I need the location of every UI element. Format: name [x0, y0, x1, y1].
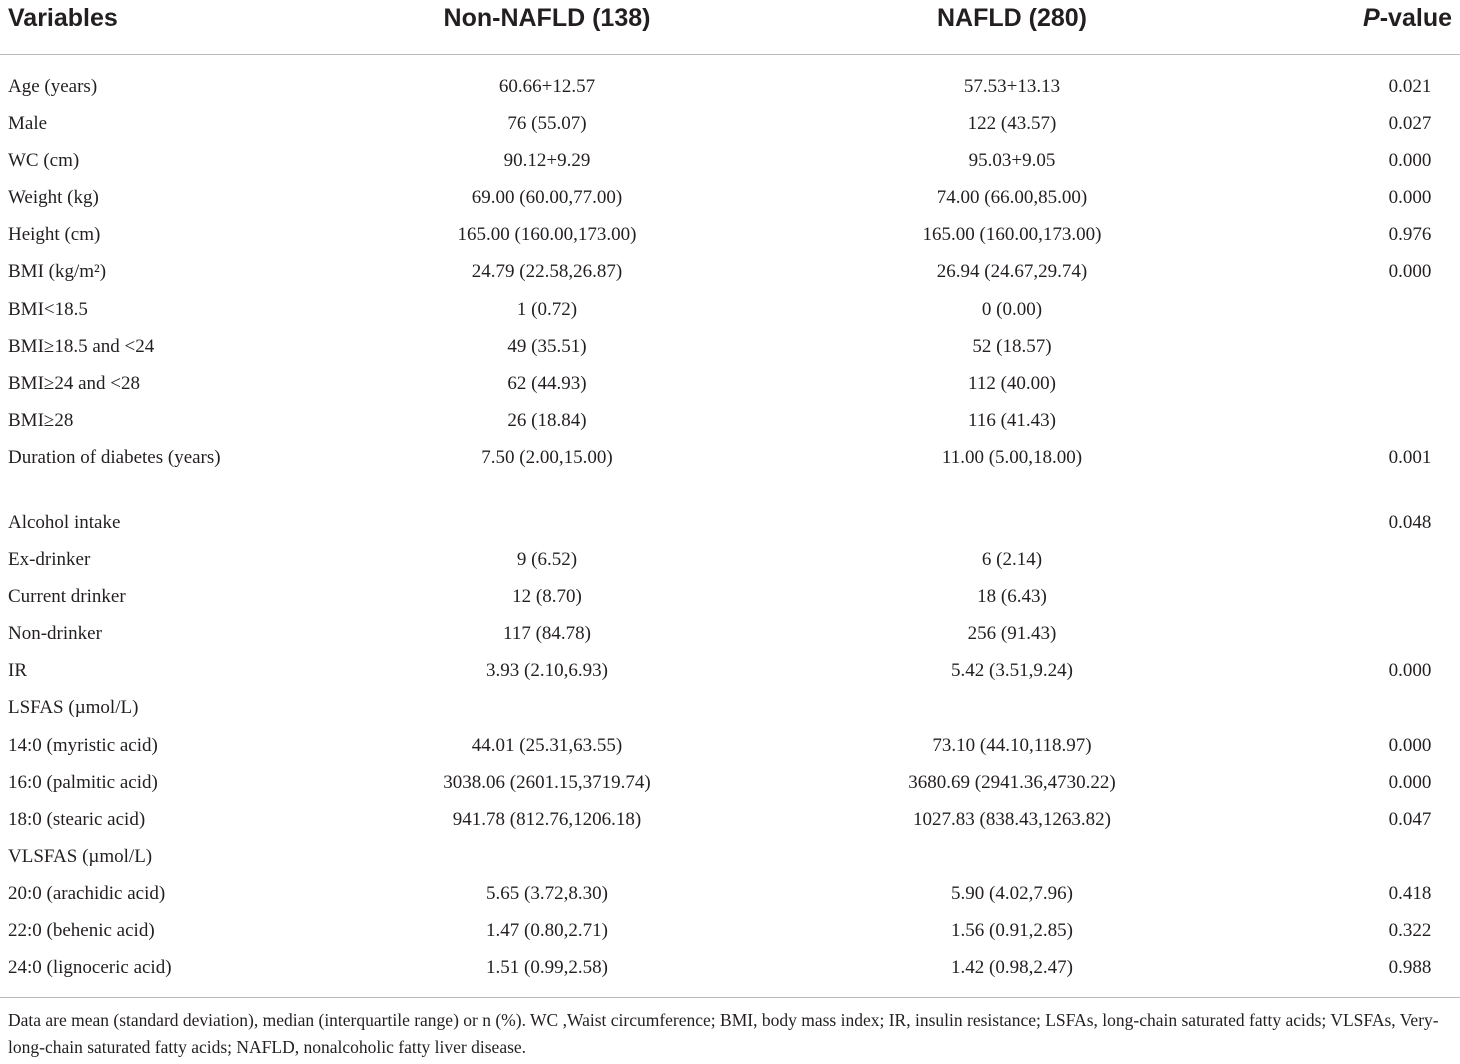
cell-variable: Weight (kg)	[8, 187, 99, 209]
table-row	[0, 176, 1460, 213]
cell-p-value: 0.000	[1388, 187, 1432, 209]
cell-variable: 22:0 (behenic acid)	[8, 919, 155, 941]
table-footer-rule	[0, 997, 1460, 998]
cell-variable: Duration of diabetes (years)	[8, 446, 221, 468]
cell-nafld: 95.03+9.05	[968, 150, 1056, 172]
table-row	[0, 325, 1460, 362]
cell-non-nafld: 76 (55.07)	[507, 113, 587, 135]
header-p-value	[1363, 4, 1452, 33]
cell-variable: LSFAS (µmol/L)	[8, 697, 139, 719]
table-row	[0, 798, 1460, 835]
cell-p-value: 0.418	[1388, 882, 1432, 904]
cell-variable: BMI≥28	[8, 409, 74, 431]
cell-non-nafld: 7.50 (2.00,15.00)	[481, 446, 613, 468]
cell-non-nafld: 24.79 (22.58,26.87)	[471, 261, 623, 283]
cell-nafld: 1.42 (0.98,2.47)	[951, 957, 1073, 979]
table-row	[0, 538, 1460, 575]
cell-variable: VLSFAS (µmol/L)	[8, 845, 153, 867]
cell-nafld: 74.00 (66.00,85.00)	[936, 187, 1088, 209]
cell-nafld: 3680.69 (2941.36,4730.22)	[908, 771, 1116, 793]
header-non-nafld: Non-NAFLD (138)	[443, 4, 651, 32]
cell-variable: Age (years)	[8, 76, 98, 97]
cell-non-nafld: 60.66+12.57	[498, 76, 596, 97]
table-row	[0, 612, 1460, 649]
cell-variable: IR	[8, 660, 27, 682]
table-row	[0, 501, 1460, 538]
cell-p-value: 0.027	[1388, 113, 1432, 135]
table-row	[0, 139, 1460, 176]
cell-nafld: 18 (6.43)	[977, 586, 1047, 608]
cell-non-nafld: 941.78 (812.76,1206.18)	[452, 808, 642, 830]
cell-p-value: 0.000	[1388, 261, 1432, 283]
cell-variable: Non-drinker	[8, 623, 102, 645]
cell-non-nafld: 1.51 (0.99,2.58)	[486, 957, 608, 979]
cell-variable: BMI<18.5	[8, 298, 88, 320]
cell-variable: 18:0 (stearic acid)	[8, 808, 146, 830]
table-row	[0, 761, 1460, 798]
table-row	[0, 835, 1460, 872]
cell-variable: WC (cm)	[8, 150, 80, 172]
cell-non-nafld: 49 (35.51)	[507, 335, 587, 357]
cell-nafld: 116 (41.43)	[968, 409, 1056, 431]
cell-variable: 20:0 (arachidic acid)	[8, 882, 166, 904]
cell-variable: Current drinker	[8, 586, 126, 608]
cell-variable: 14:0 (myristic acid)	[8, 734, 158, 756]
cell-nafld: 112 (40.00)	[968, 372, 1056, 394]
header-nafld: NAFLD (280)	[936, 4, 1088, 32]
cell-non-nafld: 26 (18.84)	[507, 409, 587, 431]
cell-p-value: 0.322	[1388, 919, 1432, 941]
cell-nafld: 165.00 (160.00,173.00)	[922, 224, 1102, 246]
cell-nafld: 122 (43.57)	[967, 113, 1057, 135]
table-row	[0, 724, 1460, 761]
table-row	[0, 436, 1460, 501]
table-row	[0, 872, 1460, 909]
cell-variable: 24:0 (lignoceric acid)	[8, 957, 172, 979]
cell-variable: 16:0 (palmitic acid)	[8, 771, 158, 793]
table-row	[0, 399, 1460, 436]
cell-nafld: 1.56 (0.91,2.85)	[951, 919, 1073, 941]
table-row	[0, 102, 1460, 139]
cell-non-nafld: 3038.06 (2601.15,3719.74)	[443, 771, 651, 793]
cell-p-value: 0.000	[1388, 734, 1432, 756]
header-variables: Variables	[8, 4, 118, 32]
cell-nafld: 26.94 (24.67,29.74)	[936, 261, 1088, 283]
cell-p-value: 0.988	[1388, 957, 1432, 979]
table-body	[0, 65, 1460, 983]
cell-non-nafld: 12 (8.70)	[512, 586, 582, 608]
cell-nafld: 57.53+13.13	[963, 76, 1061, 97]
cell-non-nafld: 9 (6.52)	[516, 549, 578, 571]
table-footnote: Data are mean (standard deviation), median (interquartile range) or n (%). WC ,Waist circumference; BMI, body mass index; IR, insulin resistance; LSFAs, long-chain saturated fatty acids; VLSFAs, Very-long-chain saturated fatty acids; NAFLD, nonalcoholic fatty liver disease.	[8, 1010, 1439, 1057]
cell-variable: Alcohol intake	[8, 511, 121, 533]
cell-p-value: 0.000	[1388, 150, 1432, 172]
cell-nafld: 11.00 (5.00,18.00)	[941, 446, 1083, 468]
cell-p-value: 0.000	[1388, 771, 1432, 793]
cell-p-value: 0.048	[1388, 511, 1432, 533]
table-row	[0, 686, 1460, 723]
cell-non-nafld: 69.00 (60.00,77.00)	[471, 187, 623, 209]
table-header	[0, 0, 1460, 55]
cell-non-nafld: 62 (44.93)	[507, 372, 587, 394]
cell-nafld: 52 (18.57)	[972, 335, 1052, 357]
cell-non-nafld: 90.12+9.29	[503, 150, 591, 172]
cell-nafld: 1027.83 (838.43,1263.82)	[913, 808, 1111, 830]
table-row	[0, 909, 1460, 946]
table-row	[0, 362, 1460, 399]
table-row	[0, 649, 1460, 686]
cell-p-value: 0.001	[1388, 446, 1432, 468]
header-p-italic: P	[1363, 4, 1380, 32]
cell-variable: BMI≥18.5 and <24	[8, 335, 155, 357]
table-row	[0, 250, 1460, 287]
cell-non-nafld: 1 (0.72)	[516, 298, 578, 320]
cell-variable: BMI (kg/m²)	[8, 261, 107, 283]
cell-non-nafld: 165.00 (160.00,173.00)	[457, 224, 637, 246]
cell-variable: BMI≥24 and <28	[8, 372, 140, 394]
header-p-rest: -value	[1379, 4, 1452, 32]
cell-p-value: 0.976	[1388, 224, 1432, 246]
cell-non-nafld: 117 (84.78)	[503, 623, 591, 645]
cell-p-value: 0.000	[1388, 660, 1432, 682]
cell-non-nafld: 3.93 (2.10,6.93)	[486, 660, 608, 682]
table-row	[0, 65, 1460, 102]
cell-nafld: 6 (2.14)	[981, 549, 1043, 571]
cell-variable: Height (cm)	[8, 224, 101, 246]
cell-variable: Ex-drinker	[8, 549, 91, 571]
cell-non-nafld: 5.65 (3.72,8.30)	[486, 882, 608, 904]
cell-nafld: 256 (91.43)	[967, 623, 1057, 645]
cell-nafld: 5.42 (3.51,9.24)	[951, 660, 1073, 682]
cell-non-nafld: 1.47 (0.80,2.71)	[486, 919, 608, 941]
table-row	[0, 575, 1460, 612]
table-row	[0, 213, 1460, 250]
cell-nafld: 73.10 (44.10,118.97)	[932, 734, 1092, 756]
table-row	[0, 946, 1460, 983]
cell-nafld: 0 (0.00)	[981, 298, 1043, 320]
cell-non-nafld: 44.01 (25.31,63.55)	[471, 734, 623, 756]
cell-nafld: 5.90 (4.02,7.96)	[951, 882, 1073, 904]
table-row	[0, 288, 1460, 325]
cell-variable: Male	[8, 113, 48, 135]
cell-p-value: 0.021	[1388, 76, 1432, 97]
cell-p-value: 0.047	[1388, 808, 1432, 830]
